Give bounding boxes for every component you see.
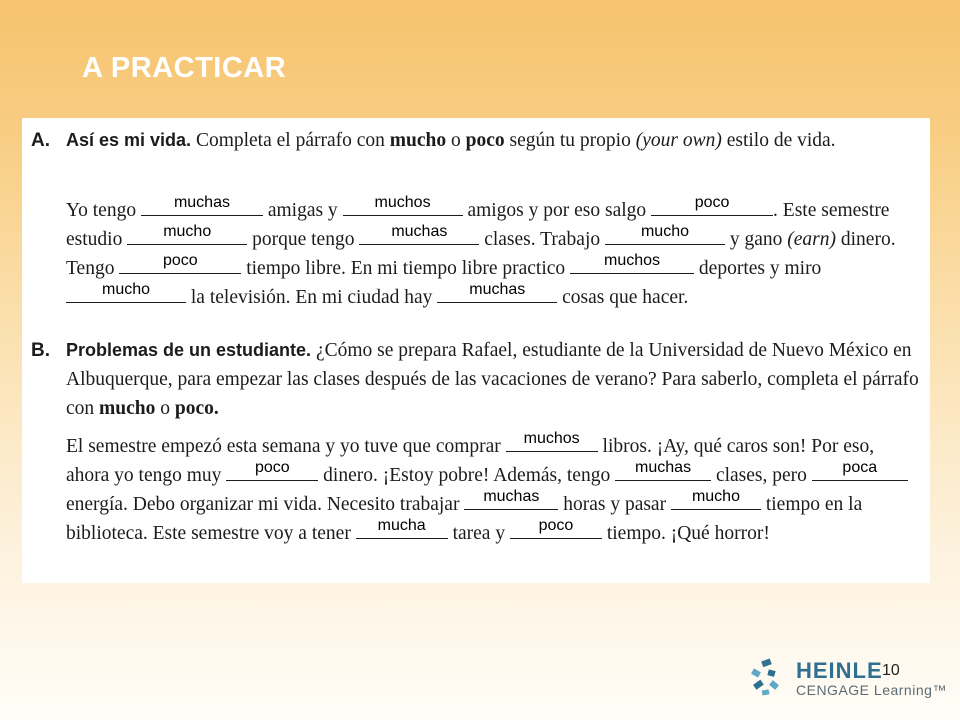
instruction-text: Completa el párrafo con bbox=[191, 130, 390, 151]
paragraph-text: dinero. Tengo bbox=[66, 229, 896, 279]
answer-text: muchos bbox=[374, 194, 431, 211]
answer-text: muchas bbox=[173, 194, 230, 211]
answer-blank[interactable] bbox=[812, 459, 908, 481]
paragraph-text: cosas que hacer. bbox=[557, 287, 689, 308]
paragraph-text: . Este semestre estudio bbox=[66, 200, 890, 250]
paragraph-text: Yo tengo bbox=[66, 200, 141, 221]
section-b-label: B. bbox=[31, 340, 50, 361]
answer-blank[interactable] bbox=[510, 517, 602, 539]
paragraph-text: tarea y bbox=[447, 523, 510, 544]
logo-line-1: HEINLE bbox=[796, 658, 883, 683]
answer-blank[interactable] bbox=[66, 281, 186, 303]
answer-blank[interactable] bbox=[437, 281, 557, 303]
logo-line-2: CENGAGE Learning™ bbox=[796, 682, 947, 698]
paragraph-text: y gano bbox=[724, 229, 788, 250]
section-a-paragraph bbox=[66, 196, 922, 312]
answer-text: muchas bbox=[469, 281, 526, 298]
answer-text: mucho bbox=[163, 223, 212, 240]
instruction-text: estilo de vida. bbox=[721, 130, 836, 151]
answer-text: mucho bbox=[691, 488, 740, 505]
paragraph-text: El semestre empezó esta semana y yo tuve que comprar bbox=[66, 436, 506, 457]
answer-text: poco bbox=[162, 252, 198, 269]
paragraph-text: horas y pasar bbox=[558, 494, 671, 515]
section-a-header: Así es mi vida. bbox=[66, 130, 192, 150]
paragraph-text: amigas y bbox=[262, 200, 343, 221]
answer-text: poco bbox=[694, 194, 730, 211]
paragraph-text: porque tengo bbox=[247, 229, 360, 250]
paragraph-italic: (earn) bbox=[787, 229, 836, 250]
heinle-logo-icon bbox=[748, 656, 792, 700]
instruction-text: según tu propio bbox=[504, 130, 636, 151]
publisher-logo bbox=[748, 656, 948, 702]
instruction-italic: (your own) bbox=[635, 130, 722, 151]
answer-text: mucha bbox=[377, 517, 426, 534]
keyword-mucho: mucho bbox=[389, 130, 447, 151]
paragraph-text: libros. ¡Ay, qué caros son! Por eso, ahora yo tengo muy bbox=[66, 436, 875, 486]
keyword-mucho: mucho bbox=[99, 398, 156, 419]
answer-blank[interactable] bbox=[651, 194, 773, 216]
paragraph-text: energía. Debo organizar mi vida. Necesito trabajar bbox=[66, 494, 465, 515]
answer-blank[interactable] bbox=[141, 194, 263, 216]
section-b-header: Problemas de un estudiante. bbox=[66, 340, 312, 360]
paragraph-text: clases, pero bbox=[711, 465, 812, 486]
paragraph-text: amigos y por eso salgo bbox=[462, 200, 652, 221]
answer-blank[interactable] bbox=[570, 252, 694, 274]
answer-text: muchas bbox=[635, 459, 692, 476]
answer-text: muchos bbox=[523, 430, 580, 447]
answer-blank[interactable] bbox=[359, 223, 479, 245]
page-number: 10 bbox=[882, 662, 900, 679]
answer-blank[interactable] bbox=[356, 517, 448, 539]
answer-blank[interactable] bbox=[343, 194, 463, 216]
answer-text: mucho bbox=[640, 223, 689, 240]
answer-blank[interactable] bbox=[226, 459, 318, 481]
answer-text: muchos bbox=[604, 252, 661, 269]
section-b-instructions bbox=[66, 336, 922, 423]
answer-blank[interactable] bbox=[127, 223, 247, 245]
answer-blank[interactable] bbox=[464, 488, 558, 510]
answer-blank[interactable] bbox=[119, 252, 241, 274]
textbook-excerpt bbox=[22, 118, 930, 583]
answer-text: poca bbox=[842, 459, 878, 476]
answer-text: poco bbox=[254, 459, 290, 476]
paragraph-text: la televisión. En mi ciudad hay bbox=[186, 287, 438, 308]
answer-text: poco bbox=[538, 517, 574, 534]
paragraph-text: tiempo en la biblioteca. Este semestre voy a tener bbox=[66, 494, 863, 544]
keyword-poco: poco. bbox=[174, 398, 219, 419]
answer-text: muchas bbox=[483, 488, 540, 505]
answer-blank[interactable] bbox=[671, 488, 761, 510]
answer-text: mucho bbox=[101, 281, 151, 298]
instruction-text: o bbox=[155, 398, 175, 419]
section-a-label: A. bbox=[31, 130, 50, 151]
slide-title: A PRACTICAR bbox=[82, 52, 287, 84]
instruction-text: ¿Cómo se prepara Rafael, estudiante de la Universidad de Nuevo México en Albuquerque, para empezar las clases después de las vacaciones de verano? Para saberlo, completa el párrafo con bbox=[66, 340, 919, 419]
section-b-paragraph bbox=[66, 432, 922, 548]
answer-blank[interactable] bbox=[615, 459, 711, 481]
paragraph-text: deportes y miro bbox=[694, 258, 822, 279]
paragraph-text: tiempo. ¡Qué horror! bbox=[601, 523, 770, 544]
instruction-text: o bbox=[446, 130, 466, 151]
answer-blank[interactable] bbox=[605, 223, 725, 245]
answer-text: muchas bbox=[391, 223, 448, 240]
paragraph-text: dinero. ¡Estoy pobre! Además, tengo bbox=[318, 465, 616, 486]
answer-blank[interactable] bbox=[506, 430, 598, 452]
section-a-instructions bbox=[66, 126, 922, 155]
paragraph-text: clases. Trabajo bbox=[479, 229, 605, 250]
paragraph-text: tiempo libre. En mi tiempo libre practico bbox=[241, 258, 571, 279]
keyword-poco: poco bbox=[465, 130, 505, 151]
